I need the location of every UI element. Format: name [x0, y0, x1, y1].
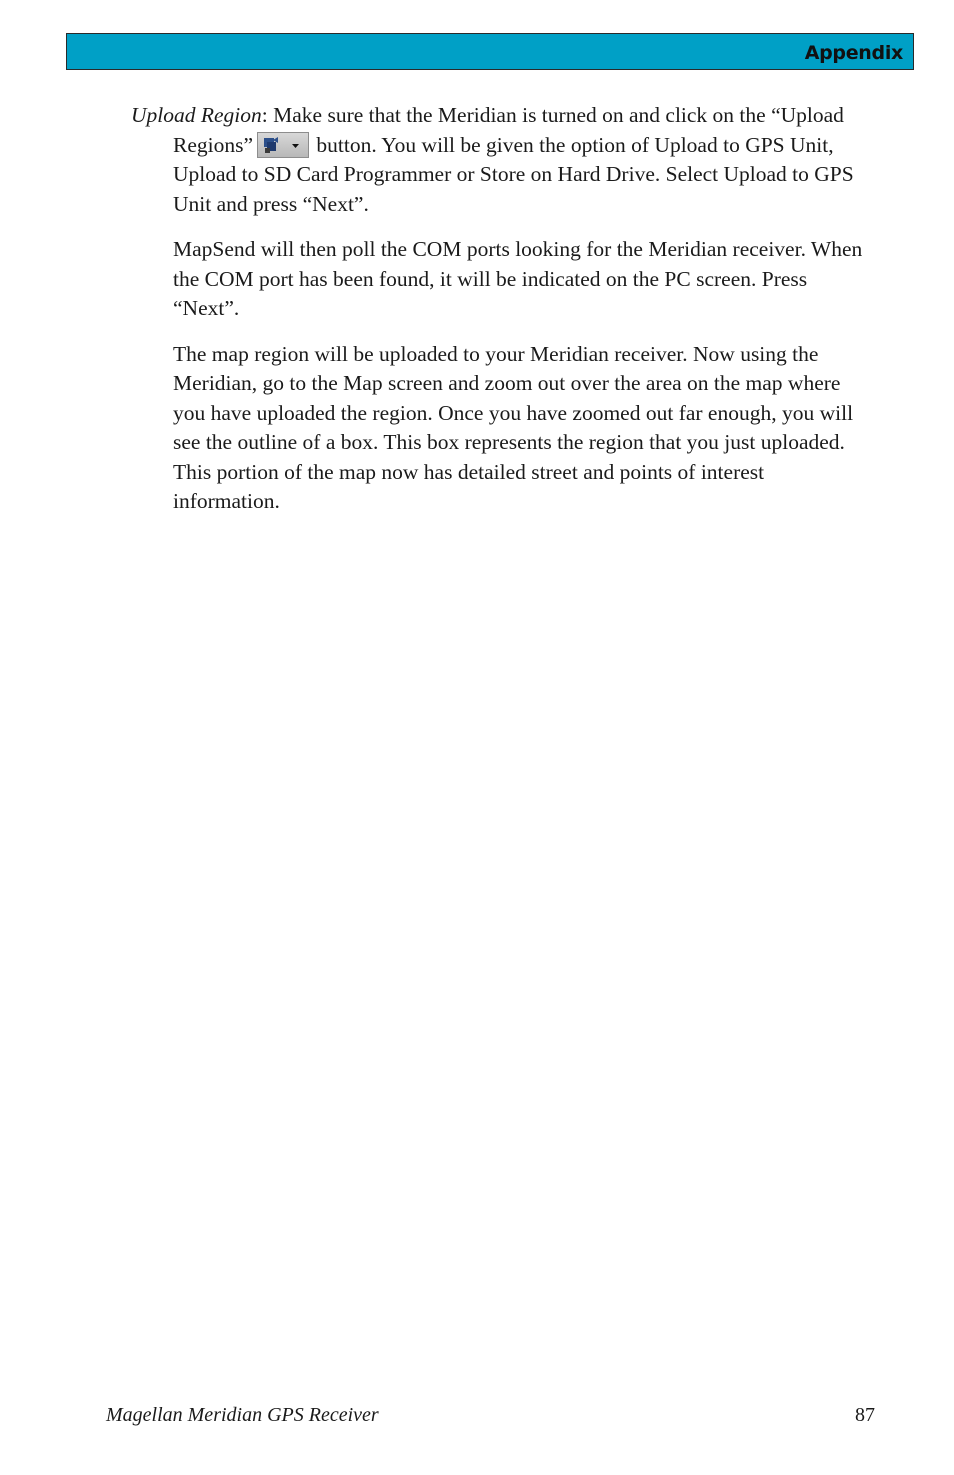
main-content [131, 101, 873, 533]
section-title: Appendix [804, 42, 903, 64]
dropdown-arrow-icon [258, 133, 310, 159]
footer-title: Magellan Meridian GPS Receiver [106, 1404, 379, 1426]
upload-regions-button[interactable] [257, 132, 309, 158]
upload-region-text-2: button. You will be given the option of Upload to GPS Unit, Upload to SD Card Programmer or Store on Hard Drive. Select Upload to GPS Unit and press “Next”. [173, 132, 854, 216]
page-number: 87 [855, 1404, 875, 1426]
paragraph-com-ports: MapSend will then poll the COM ports looking for the Meridian receiver. When the COM port has been found, it will be indicated on the PC screen. Press “Next”. [173, 237, 863, 320]
paragraph-map-region: The map region will be uploaded to your Meridian receiver. Now using the Meridian, go to the Map screen and zoom out over the area on the map where you have uploaded the region. Once you have zoomed out far enough, you will see the outline of a box. This box represents the region that you just uploaded. This portion of the map now has detailed street and points of interest information. [173, 341, 854, 513]
header-bar [66, 33, 914, 70]
upload-region-label: Upload Region [131, 103, 262, 127]
upload-region-text-1: : Make sure that the Meridian is turned on and click on the “Upload Regions” [173, 103, 844, 157]
paragraph-upload-region [131, 101, 873, 219]
